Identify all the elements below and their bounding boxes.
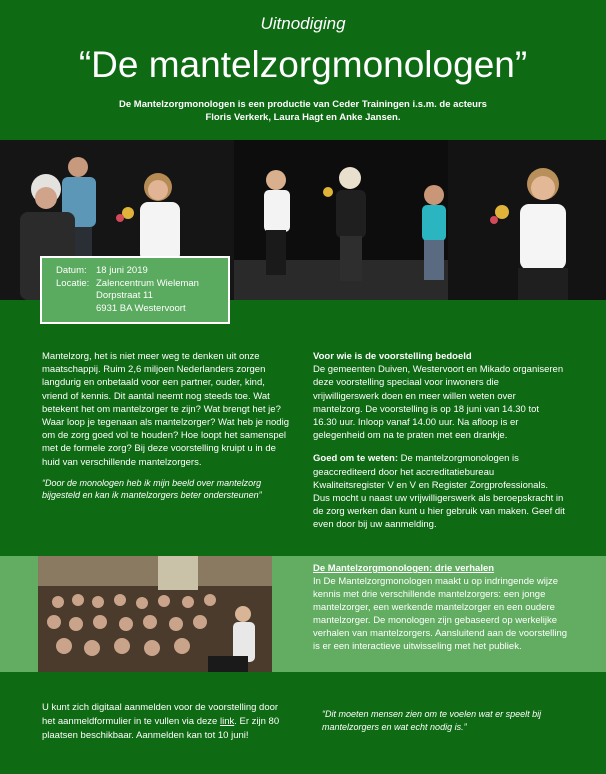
venue-street: Dorpstraat 11 [96, 290, 153, 301]
intro-text: Mantelzorg, het is niet meer weg te denken uit onze maatschappij. Ruim 2,6 miljoen Nederlanders zorgen langdurig en onbetaald voor een partner, ouder, kind, vriend of kennis. Dit aantal neemt nog steeds toe. Wat betekent het om mantelzorger te zijn? Wat brengt het je? Waar loop je tegenaan als mantelzorger? Wat heb je nodig om de zorg goed vol te houden? Hoe loopt het samenspel met de formele zorg? Bij deze voorstelling kruipt u in de huid van verschillende mantelzorgers. [42, 351, 289, 468]
stories-section [313, 562, 571, 653]
accreditation-text: De mantelzorgmonologen is geaccrediteerd door het accreditatiebureau Kwaliteitsregister V en V en Register Zorgprofessionals. Dus mocht u naast uw vrijwilligerswerk als beroepskracht in de zorg werken dan kunt u hier gebruik van maken. Geef dit even door bij uw aanmelding. [313, 453, 565, 531]
date-label: Datum: [56, 265, 87, 276]
audience-text: De gemeenten Duiven, Westervoort en Mikado organiseren deze voorstelling speciaal voor inwoners die vrijwilligerswerk doen en meer willen weten over mantelzorg. De voorstelling is op 18 juni van 14.30 tot 16.30 uur. Inloop vanaf 14.00 uur. Na afloop is er gelegenheid om na te praten met een drankje. [313, 364, 564, 442]
stories-text: In De Mantelzorgmonologen maakt u op indringende wijze kennis met drie verschillende mantelzorgers: een jonge mantelzorger, een werkende mantelzorger en een oudere mantelzorger. De monologen zijn gebaseerd op werkelijke verhalen van mantelzorgers. Aansluitend aan de voorstelling is er een interactieve uitwisseling met het publiek. [313, 576, 568, 652]
credit-line-2: Floris Verkerk, Laura Hagt en Anke Jansen. [205, 112, 401, 123]
registration-text-end: . Er zijn 80 plaatsen beschikbaar. Aanmelden kan tot 10 juni! [42, 716, 280, 741]
registration-link[interactable]: link [219, 716, 235, 727]
audience-heading: Voor wie is de voorstelling bedoeld [313, 351, 472, 362]
venue-city: 6931 BA Westervoort [96, 302, 186, 314]
intro-column [42, 350, 292, 502]
page-title: “De mantelzorgmonologen” [78, 44, 528, 85]
production-credit [100, 98, 506, 124]
location-label: Locatie: [56, 277, 90, 289]
audience-column [313, 350, 565, 532]
accreditation-paragraph [313, 452, 565, 531]
credit-line-1: De Mantelzorgmonologen is een productie van Ceder Trainingen i.s.m. de acteurs [119, 99, 487, 110]
registration-text-start: U kunt zich digitaal aanmelden voor de voorstelling door het aanmeldformulier in te vullen via deze [42, 702, 279, 727]
registration-text [42, 701, 287, 743]
testimonial-quote-1: “Door de monologen heb ik mijn beeld over mantelzorg bijgesteld en kan ik mantelzorgers beter ondersteunen” [42, 477, 262, 501]
photo-stage-scene [234, 140, 448, 300]
event-info-box [40, 256, 230, 324]
stories-heading: De Mantelzorgmonologen: drie verhalen [313, 563, 495, 574]
invitation-label: Uitnodiging [260, 14, 346, 33]
testimonial-quote-2: “Dit moeten mensen zien om te voelen wat er speelt bij mantelzorgers en wat echt nodig is.” [322, 709, 542, 732]
photo-actress-right [448, 140, 606, 300]
event-date: 18 juni 2019 [96, 265, 148, 276]
audience-photo [38, 556, 272, 672]
venue-name: Zalencentrum Wieleman [96, 277, 199, 289]
good-to-know-label: Goed om te weten: [313, 453, 398, 465]
